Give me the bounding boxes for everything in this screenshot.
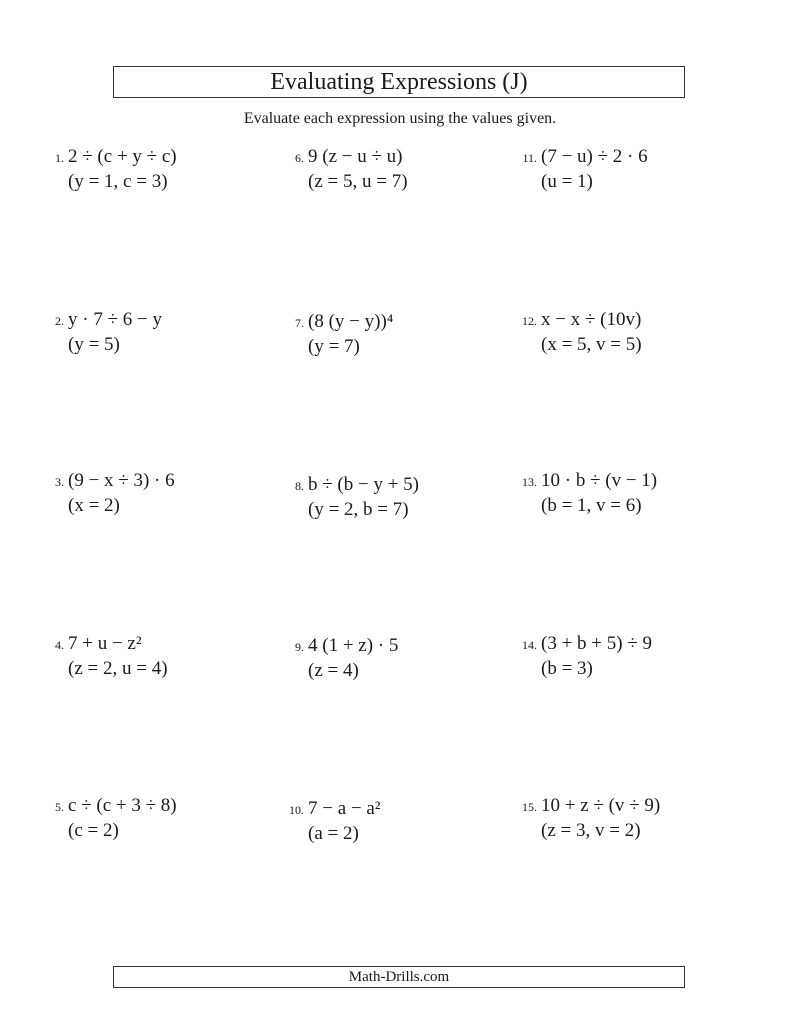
problem-values: (b = 3) bbox=[541, 658, 593, 679]
problem-2 bbox=[42, 308, 162, 356]
problem-8 bbox=[282, 473, 419, 521]
problem-number: 4. bbox=[55, 638, 64, 652]
problem-values: (x = 2) bbox=[68, 495, 120, 516]
problem-12 bbox=[515, 308, 642, 356]
problem-values: (b = 1, v = 6) bbox=[541, 495, 642, 516]
problem-number: 15. bbox=[522, 800, 537, 814]
problem-values: (c = 2) bbox=[68, 820, 119, 841]
problem-expression: 7 + u − z² bbox=[68, 633, 142, 654]
problem-number: 1. bbox=[55, 151, 64, 165]
problem-values: (u = 1) bbox=[541, 171, 593, 192]
problem-number: 14. bbox=[522, 638, 537, 652]
problem-number: 3. bbox=[55, 475, 64, 489]
problem-15 bbox=[515, 794, 660, 842]
problem-number: 8. bbox=[295, 479, 304, 493]
problem-6 bbox=[282, 145, 408, 193]
problem-expression: 10 · b ÷ (v − 1) bbox=[541, 470, 658, 491]
problem-expression: 4 (1 + z) · 5 bbox=[308, 635, 399, 656]
problem-expression: b ÷ (b − y + 5) bbox=[308, 474, 420, 495]
problem-values: (z = 5, u = 7) bbox=[308, 171, 408, 192]
problem-expression: y · 7 ÷ 6 − y bbox=[68, 309, 162, 330]
problem-expression: (9 − x ÷ 3) · 6 bbox=[68, 470, 175, 491]
problem-expression: x − x ÷ (10v) bbox=[541, 309, 642, 330]
problem-number: 11. bbox=[522, 151, 537, 165]
problem-number: 2. bbox=[55, 314, 64, 328]
problem-13 bbox=[515, 469, 657, 517]
problem-expression: (3 + b + 5) ÷ 9 bbox=[541, 633, 653, 654]
problem-4 bbox=[42, 632, 168, 680]
problem-values: (y = 2, b = 7) bbox=[308, 499, 409, 520]
problem-values: (z = 3, v = 2) bbox=[541, 820, 641, 841]
problem-values: (y = 5) bbox=[68, 334, 120, 355]
problem-3 bbox=[42, 469, 175, 517]
problem-number: 12. bbox=[522, 314, 537, 328]
problem-1 bbox=[42, 145, 177, 193]
problem-values: (z = 2, u = 4) bbox=[68, 658, 168, 679]
instructions: Evaluate each expression using the values given. bbox=[243, 110, 557, 127]
problem-expression: 9 (z − u ÷ u) bbox=[308, 146, 403, 167]
problem-expression: (8 (y − y))⁴ bbox=[308, 311, 394, 332]
problem-14 bbox=[515, 632, 652, 680]
problem-9 bbox=[282, 634, 398, 682]
problem-number: 10. bbox=[289, 803, 304, 817]
problem-expression: c ÷ (c + 3 ÷ 8) bbox=[68, 795, 177, 816]
problem-11 bbox=[515, 145, 648, 193]
problem-values: (z = 4) bbox=[308, 660, 359, 681]
problem-values: (x = 5, v = 5) bbox=[541, 334, 642, 355]
problem-values: (y = 7) bbox=[308, 336, 360, 357]
problem-expression: 2 ÷ (c + y ÷ c) bbox=[68, 146, 177, 167]
problem-expression: 7 − a − a² bbox=[308, 798, 381, 819]
problem-number: 13. bbox=[522, 475, 537, 489]
problem-number: 9. bbox=[295, 640, 304, 654]
problem-7 bbox=[282, 310, 393, 358]
problem-values: (y = 1, c = 3) bbox=[68, 171, 168, 192]
problem-values: (a = 2) bbox=[308, 823, 359, 844]
problem-5 bbox=[42, 794, 177, 842]
problem-number: 6. bbox=[295, 151, 304, 165]
problem-expression: 10 + z ÷ (v ÷ 9) bbox=[541, 795, 661, 816]
problem-number: 5. bbox=[55, 800, 64, 814]
problem-number: 7. bbox=[295, 316, 304, 330]
footer-source: Math-Drills.com bbox=[113, 966, 685, 988]
problem-10 bbox=[282, 797, 381, 845]
worksheet-title: Evaluating Expressions (J) bbox=[113, 66, 685, 98]
problem-expression: (7 − u) ÷ 2 · 6 bbox=[541, 146, 648, 167]
